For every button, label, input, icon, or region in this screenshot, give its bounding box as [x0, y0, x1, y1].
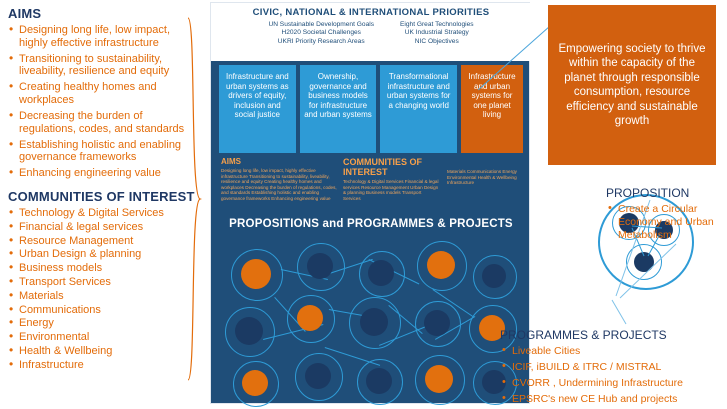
proposition-list [606, 203, 724, 242]
programmes-list [500, 345, 726, 406]
list-item: • Establishing holistic and enabling governance frameworks [8, 139, 198, 164]
mini-aims-text: Designing long life, low impact, highly effective infrastructure Transitioning to sustainability, liveability, resilience and equity Creating healthy homes and workplaces Decreasing the burden of regulations, codes, and standards Establishing holistic and enabling governance frameworks Enhancing engineering value [221, 168, 337, 201]
communities-block [8, 189, 198, 371]
list-item: • Communications [8, 304, 198, 317]
bubble-node-orange [425, 365, 453, 393]
proposition-block [606, 186, 724, 245]
mini-aims [221, 157, 339, 202]
list-item: • ICIF, iBUILD & ITRC / MISTRAL [500, 361, 726, 374]
list-item: • Urban Design & planning [8, 248, 198, 261]
propositions-band [219, 215, 523, 401]
pillar-governance: Ownership, governance and business models for infrastructure and urban systems [300, 65, 377, 153]
mini-communities-col2 [447, 169, 521, 186]
list-item: • Creating healthy homes and workplaces [8, 81, 198, 106]
mini-aims-title: AIMS [221, 157, 241, 166]
bubble-node-orange [241, 259, 271, 289]
list-item: • Resource Management [8, 235, 198, 248]
bubble-node-orange [297, 305, 323, 331]
list-item: • EPSRC's new CE Hub and projects [500, 393, 726, 406]
programmes-title: PROGRAMMES & PROJECTS [500, 328, 667, 342]
priorities-column-right [400, 21, 474, 46]
list-item: • Business models [8, 262, 198, 275]
mini-communities-text-right: Materials Communications Energy Environmental Health & Wellbeing Infrastructure [447, 169, 517, 186]
mini-communities-text-left: Technology & Digital Services Financial & legal services Resource Management Urban Design & planning Business models Transport Services [343, 179, 439, 201]
list-item: • CVORR , Undermining Infrastructure [500, 377, 726, 390]
priority-item: UK Industrial Strategy [404, 29, 469, 37]
pillar-equity: Infrastructure and urban systems as drivers of equity, inclusion and social justice [219, 65, 296, 153]
propositions-title: PROPOSITIONS and PROGRAMMES & PROJECTS [229, 218, 513, 230]
list-item: • Decreasing the burden of regulations, codes, and standards [8, 110, 198, 135]
empowering-society-text: Empowering society to thrive within the capacity of the planet through responsible consumption, resource efficiency and sustainable growth [558, 42, 706, 127]
communities-heading: COMMUNITIES OF INTEREST [8, 189, 195, 205]
brace-connector [186, 16, 202, 382]
bubble-node-navy [307, 253, 333, 279]
callout-line-empower [470, 20, 560, 110]
list-item: • Enhancing engineering value [8, 167, 198, 180]
left-panel [8, 6, 198, 396]
list-item: • Infrastructure [8, 359, 198, 372]
mini-communities [343, 157, 439, 201]
proposition-title: PROPOSITION [606, 186, 690, 200]
priorities-column-left [268, 21, 374, 46]
aims-list [8, 24, 198, 180]
pillar-transformational: Transformational infrastructure and urban systems for a changing world [380, 65, 457, 153]
list-item: • Environmental [8, 331, 198, 344]
bubble-network [219, 235, 523, 399]
bubble-node-navy [235, 317, 263, 345]
bubble-node-orange [427, 251, 455, 279]
list-item: • Financial & legal services [8, 221, 198, 234]
empowering-society-box [548, 5, 716, 165]
communities-list [8, 207, 198, 371]
priorities-title: CIVIC, NATIONAL & INTERNATIONAL PRIORITIES [252, 7, 490, 18]
list-item: • Transitioning to sustainability, liveability, resilience and equity [8, 53, 198, 78]
list-item: • Materials [8, 290, 198, 303]
priority-item: NIC Objectives [414, 37, 459, 45]
list-item: • Health & Wellbeing [8, 345, 198, 358]
list-item: • Technology & Digital Services [8, 207, 198, 220]
aims-heading: AIMS [8, 6, 42, 21]
programmes-block [500, 328, 726, 409]
list-item: • Create a Circular Economy and Urban Metabolism [606, 203, 724, 242]
bubble-node-navy [360, 308, 388, 336]
bubble-node-navy [305, 363, 331, 389]
list-item: • Transport Services [8, 276, 198, 289]
list-item: • Designing long life, low impact, highly effective infrastructure [8, 24, 198, 49]
mini-aims-communities-band [219, 157, 523, 213]
pillar-one-planet-living: Infrastructure and urban systems for one planet living [461, 65, 523, 153]
mini-communities-title: COMMUNITIES OF INTEREST [343, 157, 422, 177]
priority-item: UKRI Priority Research Areas [277, 37, 365, 45]
bubble-node-navy [366, 368, 392, 394]
bubble-node-navy [368, 260, 394, 286]
bubble-node-orange [242, 370, 268, 396]
list-item: • Liveable Cities [500, 345, 726, 358]
priority-item: UN Sustainable Development Goals [268, 21, 374, 28]
list-item: • Energy [8, 317, 198, 330]
bubble-node-navy [424, 310, 450, 336]
priority-item: H2020 Societal Challenges [281, 29, 361, 37]
priority-item: Eight Great Technologies [400, 21, 474, 28]
